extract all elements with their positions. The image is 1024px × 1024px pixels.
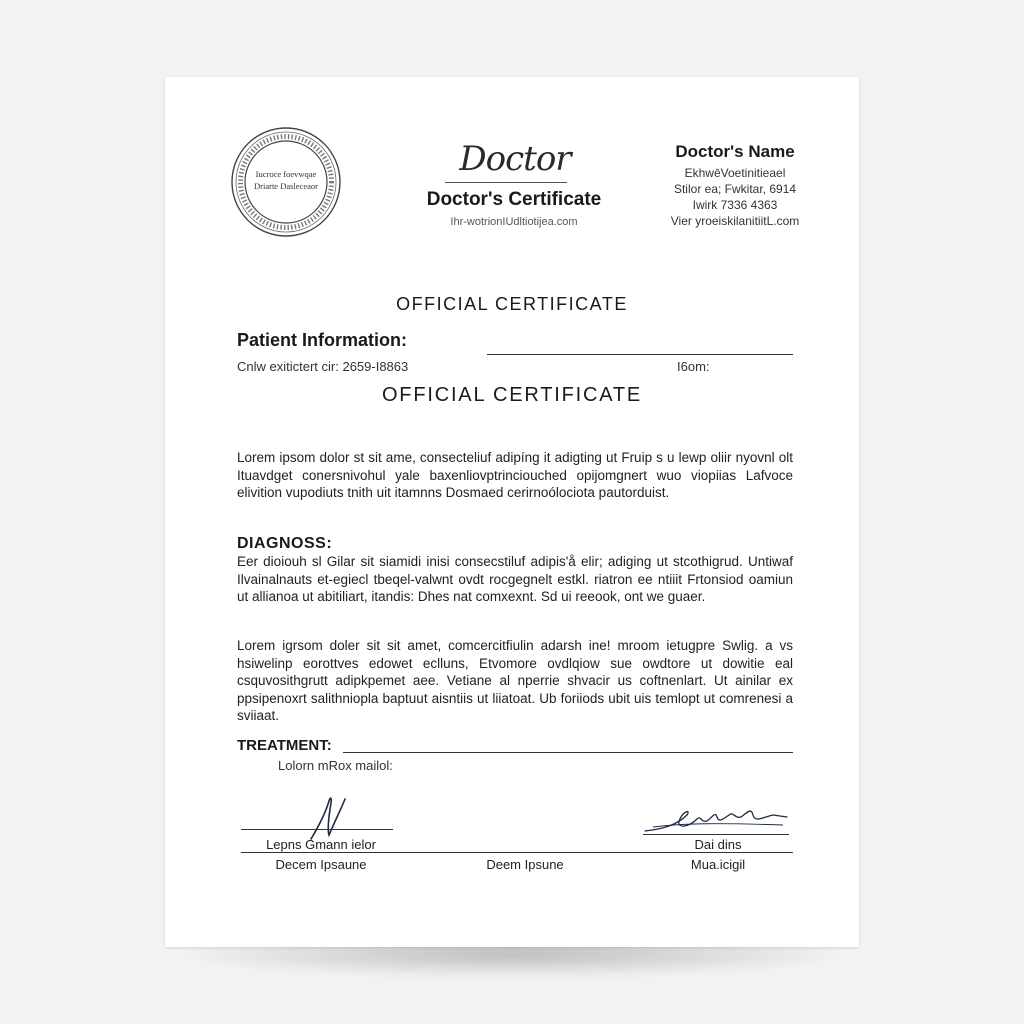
left-signatory-name: Lepns Gmann ielor xyxy=(266,837,376,852)
body-paragraph-3: Lorem igrsom doler sit sit amet, comcercitfiulin adarsh ine! mroom ietugpre Swlig. a vs hsiwelinp eorottves edowet eclluns, Etvomore ovdlqiow sue owdtore ut dowitie eal csquvosithgrutt adipkpemet aee. Vetiane al nperrie shvacir us coftnenlart. Ut ainilar ex ppsipenoxrt salithniopla baptuut aisntiis ut liiatoat. Ub foriiods ubit uis temlopt ut comrenesi a sviiaat. xyxy=(237,638,793,723)
right-signatory-title: Mua.icigil xyxy=(690,857,746,872)
seal-text-line1: Iucroce foevwqae xyxy=(255,169,317,179)
certificate-title: Doctor's Certificate xyxy=(426,189,602,210)
script-underline xyxy=(445,182,567,183)
middle-signatory-title: Deem Ipsune xyxy=(486,857,564,872)
doctor-line-1: EkhwēVoetinitieael xyxy=(684,166,786,180)
official-certificate-heading-2: OFFICIAL CERTIFICATE xyxy=(381,384,643,406)
doctor-script-word: Doctor xyxy=(459,139,571,179)
treatment-label: TREATMENT: xyxy=(237,737,332,754)
doctor-line-4: Vier yroeiskilanitiitL.com xyxy=(670,214,800,228)
right-signatory-name: Dai dins xyxy=(694,837,742,852)
official-certificate-heading-1: OFFICIAL CERTIFICATE xyxy=(396,294,628,314)
patient-date-label: I6om: xyxy=(677,359,710,374)
signature-baseline-rule xyxy=(241,852,793,853)
certificate-subtitle: Ihr-wotrionIUdltiotijea.com xyxy=(450,216,578,228)
certificate-page xyxy=(165,77,859,947)
patient-rule xyxy=(487,354,793,355)
doctor-name: Doctor's Name xyxy=(675,142,795,161)
body-paragraph-1: Lorem ipsom dolor st sit ame, consecteliuf adipíng it adigting ut Fruip s u lewp oliir nyovnl olt Ituavdget conersnivohul yale baxenliovptrinciouched opijomgnert wuo viopiias Lafvoce elivition vupodiuts tnith uit itamnns Dosmaed cerirnoólociota pautorduist. xyxy=(237,450,793,500)
seal-stamp xyxy=(229,125,343,239)
doctor-line-2: Stilor ea; Fwkitar, 6914 xyxy=(673,182,797,196)
left-signature-rule xyxy=(241,829,393,830)
doctor-line-3: Iwirk 7336 4363 xyxy=(692,198,778,212)
patient-detail: Cnlw exitictert cir: 2659-I8863 xyxy=(237,359,409,374)
left-signature-icon xyxy=(305,795,365,843)
treatment-sub-label: Lolorn mRox mailol: xyxy=(278,758,393,773)
right-signature-rule xyxy=(643,834,789,835)
treatment-rule xyxy=(343,752,793,753)
seal-icon xyxy=(229,125,343,239)
right-signature-icon xyxy=(643,801,789,841)
patient-information-label: Patient Information: xyxy=(237,330,407,350)
left-signatory-title: Decem Ipsaune xyxy=(275,857,367,872)
seal-text-line2: Driarte Dasleceaor xyxy=(254,181,318,191)
diagnosis-paragraph: Eer dioiouh sl Gilar sit siamidi inisi consecstiluf adipis'å elir; adiging ut stcothigrud. Untiwaf Ilvainalnauts et-egiecl tbeqel-valwnt ovdt rocgegnelt estkl. riatron ee ntiiit Frtonsiod oamiun ut allianoa ut abitiliart, itandis: Dhes nat comxexnt. Sd ui reeook, ont we guaer. xyxy=(237,554,793,604)
diagnosis-label: DIAGNOSS: xyxy=(237,535,333,552)
